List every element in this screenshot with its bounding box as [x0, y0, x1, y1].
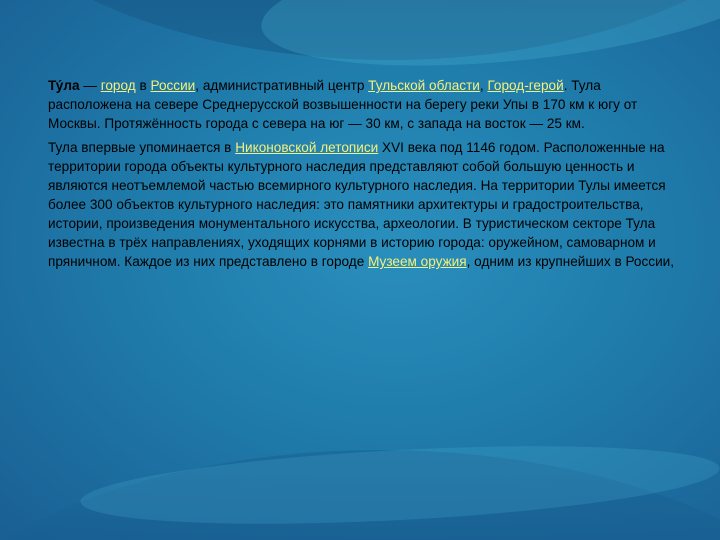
link-tula-region[interactable]: Тульской области — [368, 78, 480, 93]
text-segment: Тула впервые упоминается в — [48, 140, 236, 155]
term-tula: Ту́ла — [48, 78, 80, 93]
text-segment: в — [135, 78, 151, 93]
text-segment: , одним из крупнейших в России, — [466, 254, 675, 269]
text-segment: . Тула расположена на севере Среднерусской возвышенности на берегу реки Упы в 170 км к югу от Москвы. Протяжённость города с севера на юг — 30 км, с запада на восток — 25 км. — [48, 78, 638, 131]
link-city[interactable]: город — [100, 78, 136, 93]
text-segment: XVI века под 1146 годом. Расположенные на территории города объекты культурного наследия представляют собой большую ценность и являются неотъемлемой частью всемирного культурного наследия. На территории Тулы имеется более 300 объектов культурного наследия: это памятники архитектуры и градостроительства, истории, произведения монументального искусства, археологии. В туристическом секторе Тула известна в трёх направлениях, уходящих корнями в историю города: оружейном, самоварном и пряничном. Каждое из них представлено в городе — [48, 140, 666, 269]
slide-text-body — [48, 76, 682, 276]
link-weapons-museum[interactable]: Музеем оружия — [368, 254, 467, 269]
link-russia[interactable]: России — [150, 78, 196, 93]
paragraph-intro — [48, 76, 682, 133]
link-hero-city[interactable]: Город-герой — [487, 78, 564, 93]
background-wave-highlight — [255, 0, 720, 87]
text-segment: — — [79, 78, 101, 93]
link-nikon-chronicle[interactable]: Никоновской летописи — [235, 140, 379, 155]
paragraph-history — [48, 138, 682, 271]
text-segment: , — [479, 78, 488, 93]
text-segment: , административный центр — [195, 78, 369, 93]
